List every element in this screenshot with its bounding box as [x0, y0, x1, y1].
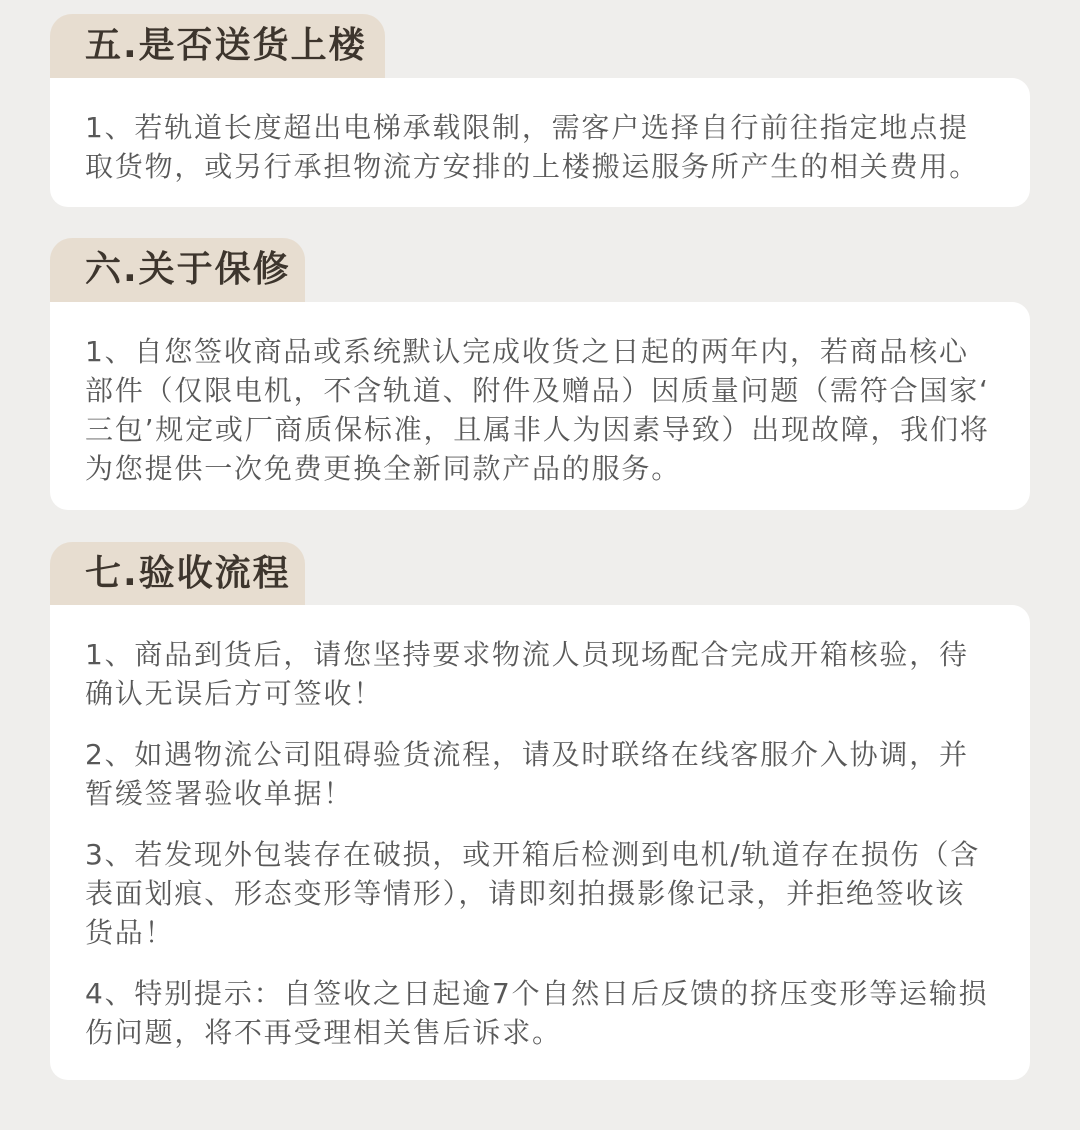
info-card-delivery: [50, 78, 1030, 207]
text-line: 1、商品到货后，请您坚持要求物流人员现场配合完成开箱核验，待: [85, 638, 969, 671]
text-line: 1、自您签收商品或系统默认完成收货之日起的两年内，若商品核心: [85, 335, 969, 368]
paragraph: [85, 735, 1010, 813]
info-card-warranty: [50, 302, 1030, 510]
text-line: 3、若发现外包装存在破损，或开箱后检测到电机/轨道存在损伤（含: [85, 838, 981, 871]
text-line: 为您提供一次免费更换全新同款产品的服务。: [85, 452, 682, 485]
section-title: 五.是否送货上楼: [85, 25, 367, 66]
text-line: 表面划痕、形态变形等情形），请即刻拍摄影像记录，并拒绝签收该: [85, 877, 966, 910]
paragraph: [85, 835, 1010, 952]
text-line: 部件（仅限电机，不含轨道、附件及赠品）因质量问题（需符合国家‘: [85, 374, 990, 407]
text-line: 货品！: [85, 916, 175, 949]
info-card-inspection: [50, 605, 1030, 1080]
paragraph: [85, 332, 1010, 488]
paragraph: [85, 635, 1010, 713]
section-tab-inspection: [50, 542, 305, 605]
section-title: 七.验收流程: [85, 553, 291, 594]
text-line: 2、如遇物流公司阻碍验货流程，请及时联络在线客服介入协调，并: [85, 738, 969, 771]
paragraph: [85, 974, 1010, 1052]
text-line: 伤问题，将不再受理相关售后诉求。: [85, 1016, 562, 1049]
text-line: 暂缓签署验收单据！: [85, 777, 354, 810]
text-line: 1、若轨道长度超出电梯承载限制，需客户选择自行前往指定地点提: [85, 111, 969, 144]
section-title: 六.关于保修: [85, 249, 291, 290]
text-line: 三包’规定或厂商质保标准，且属非人为因素导致）出现故障，我们将: [85, 413, 990, 446]
section-tab-delivery: [50, 14, 385, 78]
paragraph: [85, 108, 1010, 186]
text-line: 确认无误后方可签收！: [85, 677, 384, 710]
text-line: 4、特别提示：自签收之日起逾7个自然日后反馈的挤压变形等运输损: [85, 977, 989, 1010]
text-line: 取货物，或另行承担物流方安排的上楼搬运服务所产生的相关费用。: [85, 150, 980, 183]
section-tab-warranty: [50, 238, 305, 302]
